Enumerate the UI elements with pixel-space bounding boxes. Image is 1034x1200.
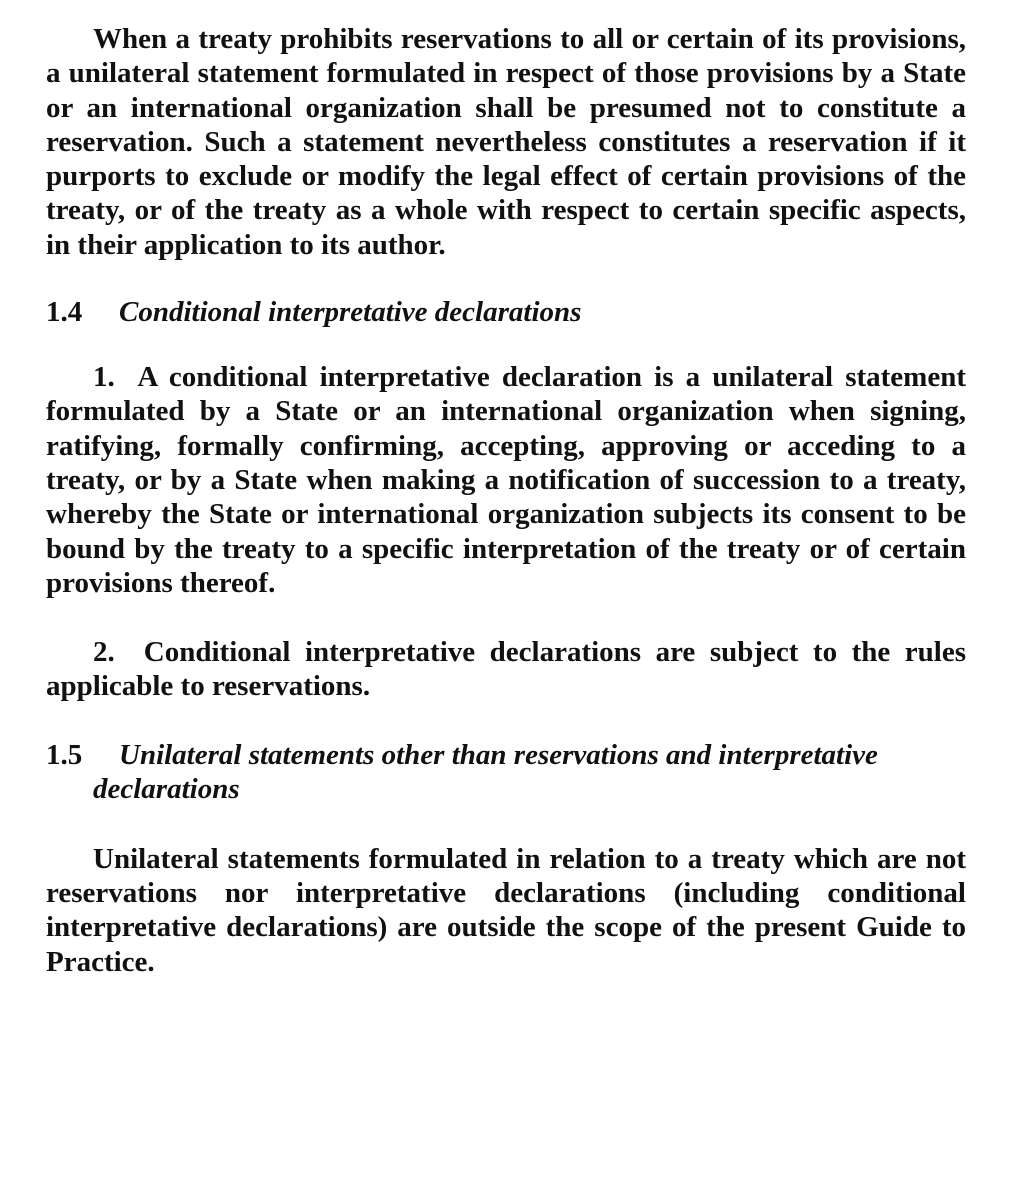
paragraph-text: Conditional interpretative declarations are subject to the rules applicable to reservations. xyxy=(46,636,966,703)
paragraph-text: A conditional interpretative declaration is a unilateral statement formulated by a State or an international organization when signing, ratifying, formally confirming, accepting, approving or acceding to a treaty, or by a State when making a notification of succession to a treaty, whereby the State or international organization subjects its consent to be bound by the treaty to a specific interpretation of the treaty or of certain provisions thereof. xyxy=(46,361,966,599)
paragraph-number: 1. xyxy=(93,361,115,394)
numbered-paragraph-2 xyxy=(46,635,966,704)
section-heading-1-4 xyxy=(46,295,966,329)
section-title: Unilateral statements other than reservations and interpretative declarations xyxy=(93,738,878,805)
final-paragraph: Unilateral statements formulated in relation to a treaty which are not reservations nor interpretative declarations (including conditional interpretative declarations) are outside the scope of the present Guide to Practice. xyxy=(46,842,966,978)
document-page xyxy=(46,22,966,979)
intro-paragraph: When a treaty prohibits reservations to all or certain of its provisions, a unilateral statement formulated in respect of those provisions by a State or an international organization shall be presumed not to constitute a reservation. Such a statement nevertheless constitutes a reservation if it purports to exclude or modify the legal effect of certain provisions of the treaty, or of the treaty as a whole with respect to certain specific aspects, in their application to its author. xyxy=(46,23,966,261)
section-heading-1-5 xyxy=(46,738,966,806)
numbered-paragraph-1 xyxy=(46,360,966,600)
section-number: 1.5 xyxy=(46,738,83,771)
section-number: 1.4 xyxy=(46,296,83,329)
section-title: Conditional interpretative declarations xyxy=(119,296,582,329)
paragraph-number: 2. xyxy=(93,636,115,669)
